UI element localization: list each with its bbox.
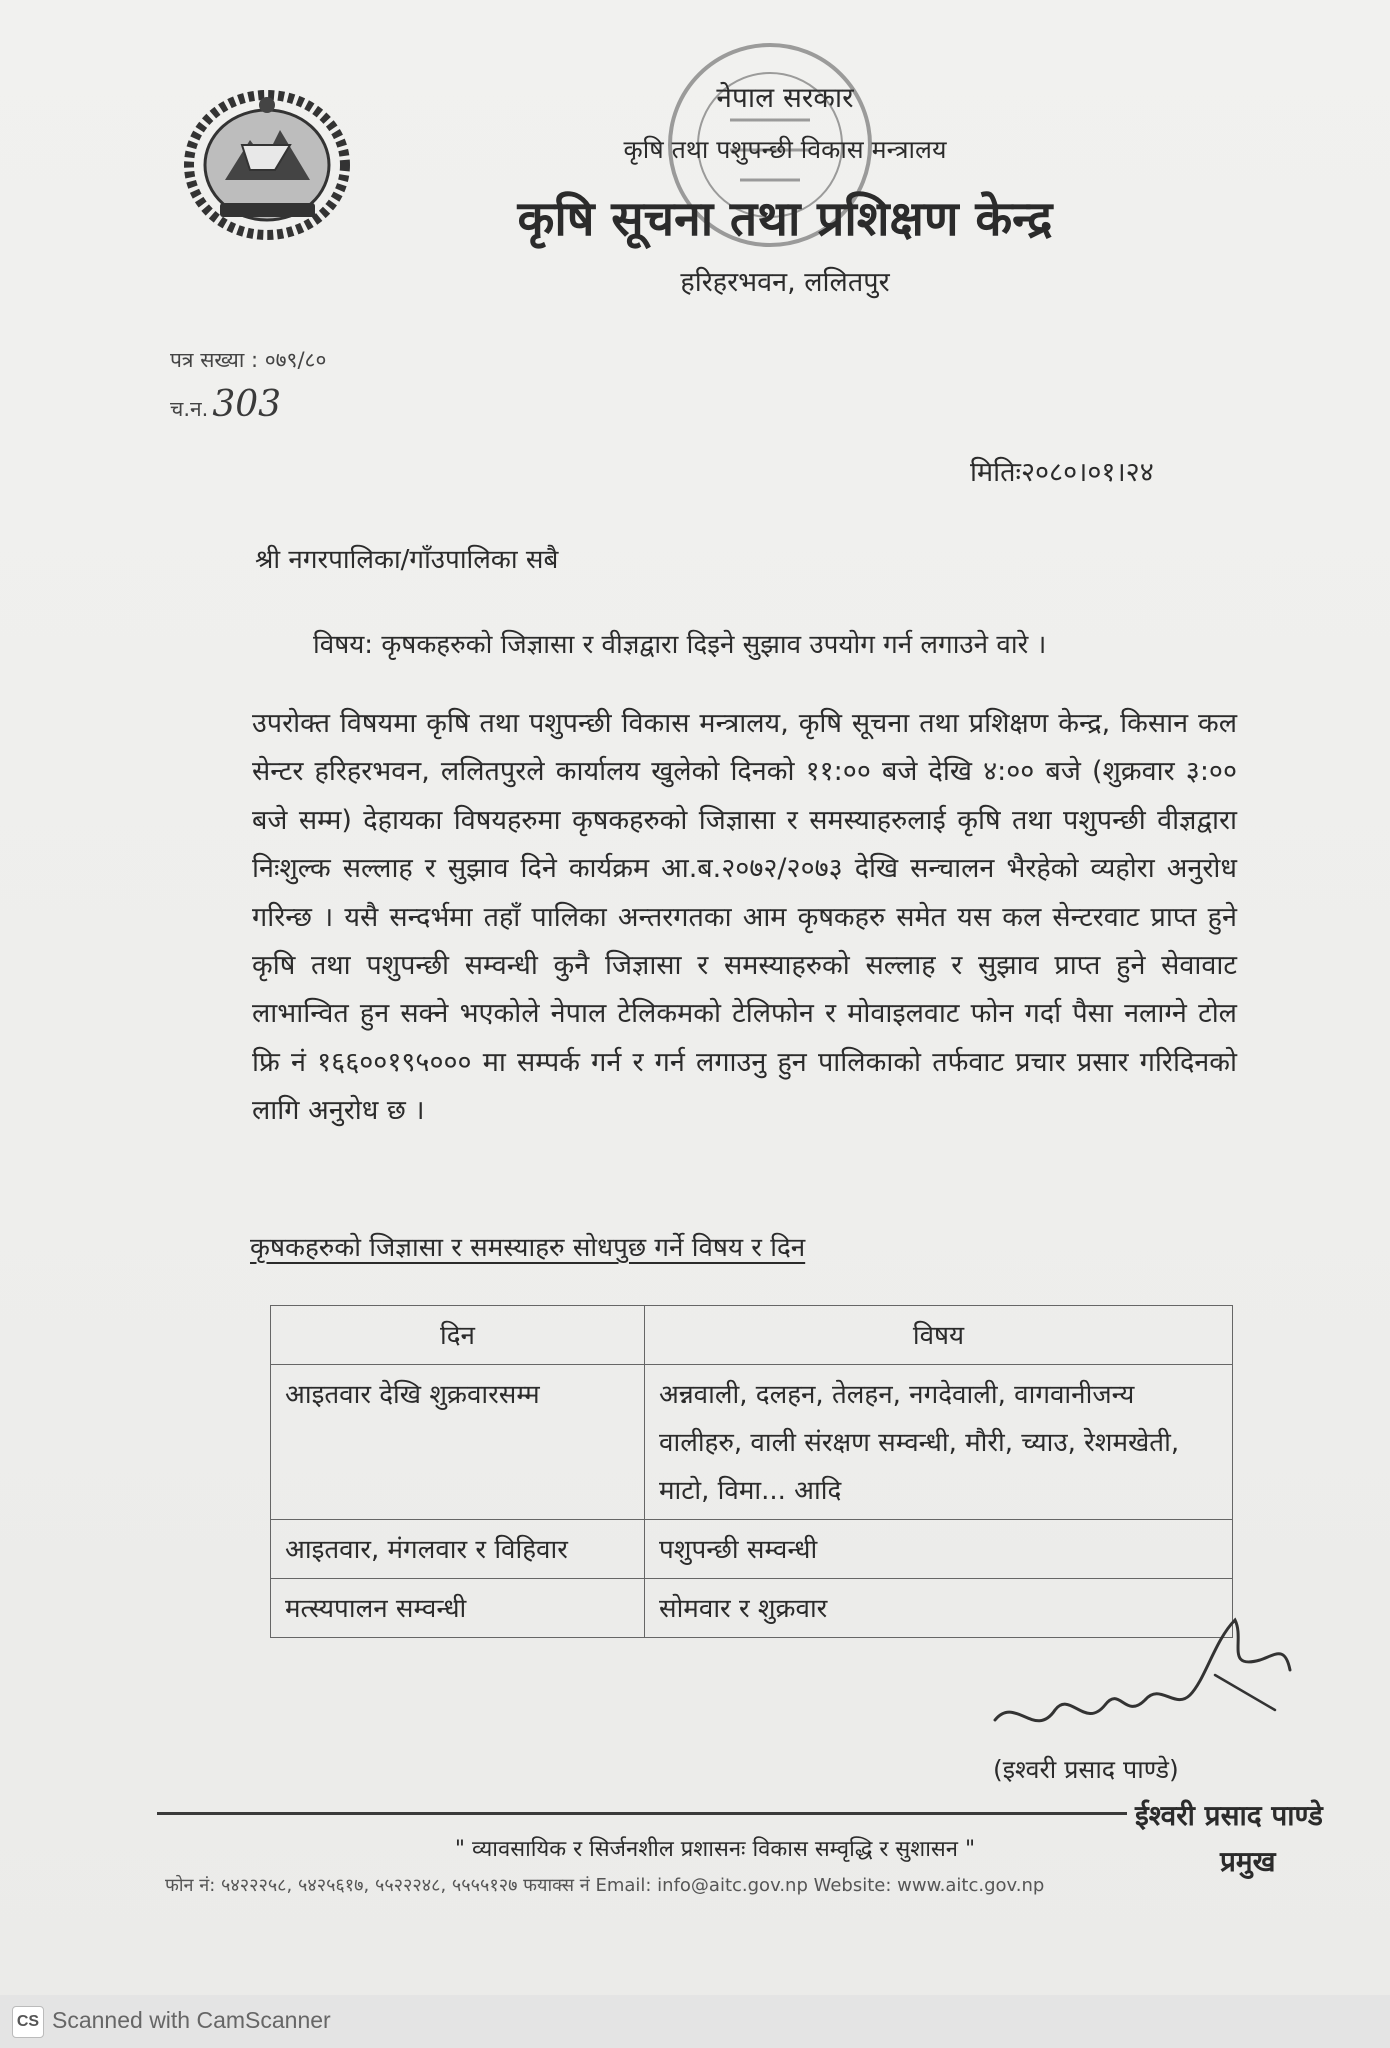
letter-date: मितिः२०८०।०१।२४ [970,457,1154,488]
table-cell: अन्नवाली, दलहन, तेलहन, नगदेवाली, वागवानीजन्य वालीहरु, वाली संरक्षण सम्वन्धी, मौरी, च्याउ, रेशमखेती, माटो, विमा... आदि [645,1365,1233,1520]
camscanner-logo-icon: CS [12,2006,44,2038]
dispatch-label: च.न. [170,397,209,421]
dispatch-number [170,384,281,425]
signer-name-stamp: ईश्वरी प्रसाद पाण्डे [1135,1799,1323,1832]
table-cell: पशुपन्छी सम्वन्धी [645,1520,1233,1579]
center-name: कृषि सूचना तथा प्रशिक्षण केन्द्र [517,191,1053,247]
body-paragraph: उपरोक्त विषयमा कृषि तथा पशुपन्छी विकास मन्त्रालय, कृषि सूचना तथा प्रशिक्षण केन्द्र, किसान कल सेन्टर हरिहरभवन, ललितपुरले कार्यालय खुलेको दिनको ११:०० बजे देखि ४:०० बजे (शुक्रवार ३:०० बजे सम्म) देहायका विषयहरुमा कृषकहरुको जिज्ञासा र समस्याहरुलाई कृषि तथा पशुपन्छी वीज्ञद्वारा निःशुल्क सल्लाह र सुझाव दिने कार्यक्रम आ.ब.२०७२/२०७३ देखि सन्चालन भैरहेको व्यहोरा अनुरोध गरिन्छ । यसै सन्दर्भमा तहाँ पालिका अन्तरगतका आम कृषकहरु समेत यस कल सेन्टरवाट प्राप्त हुने कृषि तथा पशुपन्छी सम्वन्धी कुनै जिज्ञासा र समस्याहरुको सल्लाह र सुझाव प्राप्त हुने सेवावाट लाभान्वित हुन सक्ने भएकोले नेपाल टेलिकमको टेलिफोन र मोवाइलवाट फोन गर्दा पैसा नलाग्ने टोल फ्रि नं १६६००१९५००० मा सम्पर्क गर्न र गर्न लगाउनु हुन पालिकाको तर्फवाट प्रचार प्रसार गरिदिनको लागि अनुरोध छ । [252,708,1237,1127]
schedule-table [270,1305,1233,1638]
table-cell: सोमवार र शुक्रवार [645,1579,1233,1638]
footer-contact: फोन नं: ५४२२२५८, ५४२५६१७, ५५२२२४८, ५५५५१२७ फयाक्स नं Email: info@aitc.gov.np Website: www.aitc.gov.np [165,1875,1045,1896]
office-address: हरिहरभवन, ललितपुर [680,267,890,298]
table-cell: मत्स्यपालन सम्वन्धी [271,1579,645,1638]
subject-line: विषय: कृषकहरुको जिज्ञासा र वीज्ञद्वारा दिइने सुझाव उपयोग गर्न लगाउने वारे । [313,630,1047,660]
table-header-subject: विषय [645,1306,1233,1365]
table-row [271,1520,1233,1579]
table-cell: आइतवार, मंगलवार र विहिवार [271,1520,645,1579]
signer-title-stamp: प्रमुख [1220,1845,1276,1878]
ministry-name: कृषि तथा पशुपन्छी विकास मन्त्रालय [623,135,947,164]
dispatch-number-handwritten: 303 [212,384,282,425]
table-row [271,1365,1233,1520]
government-name: नेपाल सरकार [716,81,854,114]
table-header-row [271,1306,1233,1365]
camscanner-watermark-text: Scanned with CamScanner [52,2007,331,2033]
recipient: श्री नगरपालिका/गाँउपालिका सबै [255,545,559,575]
table-title: कृषकहरुको जिज्ञासा र समस्याहरु सोधपुछ गर्ने विषय र दिन [250,1233,806,1263]
handwritten-signature [975,1600,1305,1750]
footer-motto: " व्यावसायिक र सिर्जनशील प्रशासनः विकास सम्वृद्धि र सुशासन " [454,1837,976,1862]
footer-divider [157,1812,1127,1815]
signer-name-handwritten: (इश्वरी प्रसाद पाण्डे) [993,1755,1179,1784]
table-cell: आइतवार देखि शुक्रवारसम्म [271,1365,645,1520]
table-header-day: दिन [271,1306,645,1365]
letter-number: पत्र सख्या : ०७९/८० [170,348,327,372]
